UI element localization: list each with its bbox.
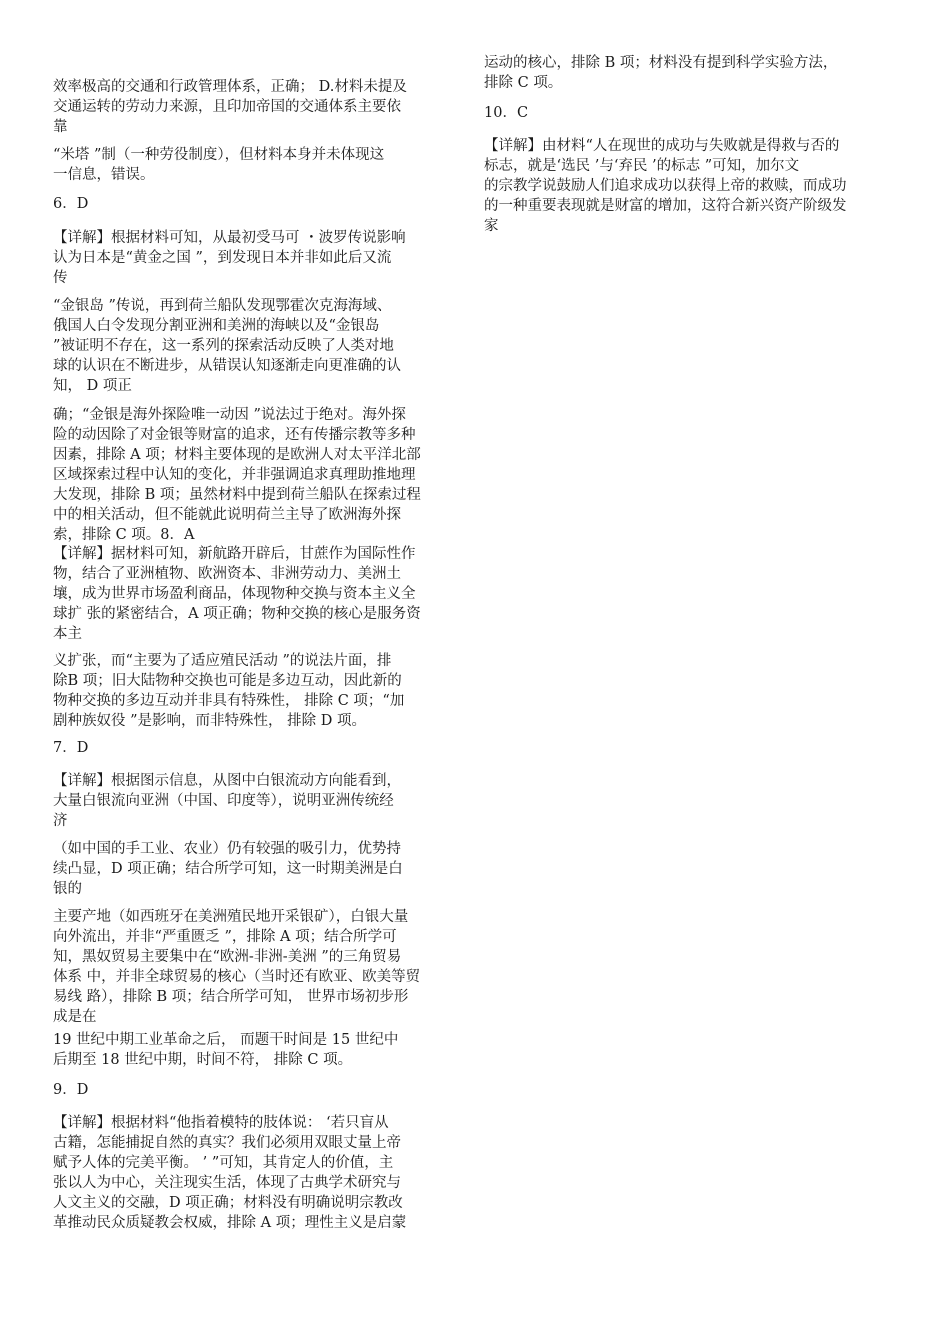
paragraph: 效率极高的交通和行政管理体系，正确； D.材料未提及 交通运转的劳动力来源，且印加帝国的交通体系主要依 靠 — [53, 79, 407, 135]
paragraph: 确；“金银是海外探险唯一动因 ”说法过于绝对。海外探 险的动因除了对金银等财富的追求，还有传播宗教等多种 因素，排除 A 项；材料主要体现的是欧洲人对太平洋北部 区域探索过程中认知的变化，并非强调追求真理助推地理 大发现，排除 B 项；虽然材料中提到荷兰船队在探索过程 中的相关活动，但不能就此说明荷兰主导了欧洲海外探 索，排除 C 项。8．A — [53, 407, 421, 543]
question-number: 9．D — [53, 1082, 89, 1098]
question-number: 7．D — [53, 740, 89, 756]
paragraph: 【详解】根据材料“他指着模特的肢体说： ‘若只盲从 古籍，怎能捕捉自然的真实？我们必须用双眼丈量上帝 赋予人体的完美平衡。 ’ ”可知，其肯定人的价值，主 张以人为中心，关注现实生活，体现了古典学术研究与 人文主义的交融，D 项正确；材料没有明确说明宗教改 革推动民众质疑教会权威，排除 A 项；理性主义是启蒙 — [53, 1115, 407, 1231]
paragraph: 【详解】根据图示信息，从图中白银流动方向能看到， 大量白银流向亚洲（中国、印度等），说明亚洲传统经 济 — [53, 773, 401, 829]
paragraph: “米塔 ”制（一种劳役制度），但材料本身并未体现这 一信息，错误。 — [53, 147, 385, 183]
paragraph: 【详解】据材料可知，新航路开辟后，甘蔗作为国际性作 物，结合了亚洲植物、欧洲资本、非洲劳动力、美洲土 壤，成为世界市场盈利商品，体现物种交换与资本主义全 球扩 张的紧密结合，A 项正确；物种交换的核心是服务资 本主 — [53, 546, 421, 642]
question-number: 6．D — [53, 196, 89, 212]
paragraph: 义扩张，而“主要为了适应殖民活动 ”的说法片面，排 除B 项；旧大陆物种交换也可能是多边互动，因此新的 物种交换的多边互动并非具有特殊性， 排除 C 项；“加 剧种族奴役 ”是影响，而非特殊性， 排除 D 项。 — [53, 653, 405, 729]
question-number: 10．C — [484, 105, 529, 121]
paragraph: （如中国的手工业、农业）仍有较强的吸引力，优势持 续凸显，D 项正确；结合所学可知，这一时期美洲是白 银的 — [53, 841, 403, 897]
paragraph: 19 世纪中期工业革命之后， 而题干时间是 15 世纪中 后期至 18 世纪中期，时间不符， 排除 C 项。 — [53, 1032, 399, 1068]
paragraph: 运动的核心，排除 B 项；材料没有提到科学实验方法， 排除 C 项。 — [484, 55, 838, 91]
paragraph: 主要产地（如西班牙在美洲殖民地开采银矿），白银大量 向外流出，并非“严重匮乏 ”，排除 A 项；结合所学可 知，黑奴贸易主要集中在“欧洲-非洲-美洲 ”的三角贸易 体系 中，并非全球贸易的核心（当时还有欧亚、欧美等贸 易线 路），排除 B 项；结合所学可知， 世界市场初步形 成是在 — [53, 909, 421, 1025]
paragraph: “金银岛 ”传说，再到荷兰船队发现鄂霍次克海海域、 俄国人白令发现分割亚洲和美洲的海峡以及“金银岛 ”被证明不存在，这一系列的探索活动反映了人类对地 球的认识在不断进步，从错误认知逐渐走向更准确的认 知， D 项正 — [53, 298, 401, 394]
paragraph: 【详解】由材料“人在现世的成功与失败就是得救与否的 标志，就是‘选民 ’与‘弃民 ’的标志 ”可知，加尔文 的宗教学说鼓励人们追求成功以获得上帝的救赎，而成功 的一种重要表现就是财富的增加，这符合新兴资产阶级发 家 — [484, 138, 847, 234]
paragraph: 【详解】根据材料可知，从最初受马可 ・波罗传说影响 认为日本是“黄金之国 ”，到发现日本并非如此后又流 传 — [53, 230, 406, 286]
